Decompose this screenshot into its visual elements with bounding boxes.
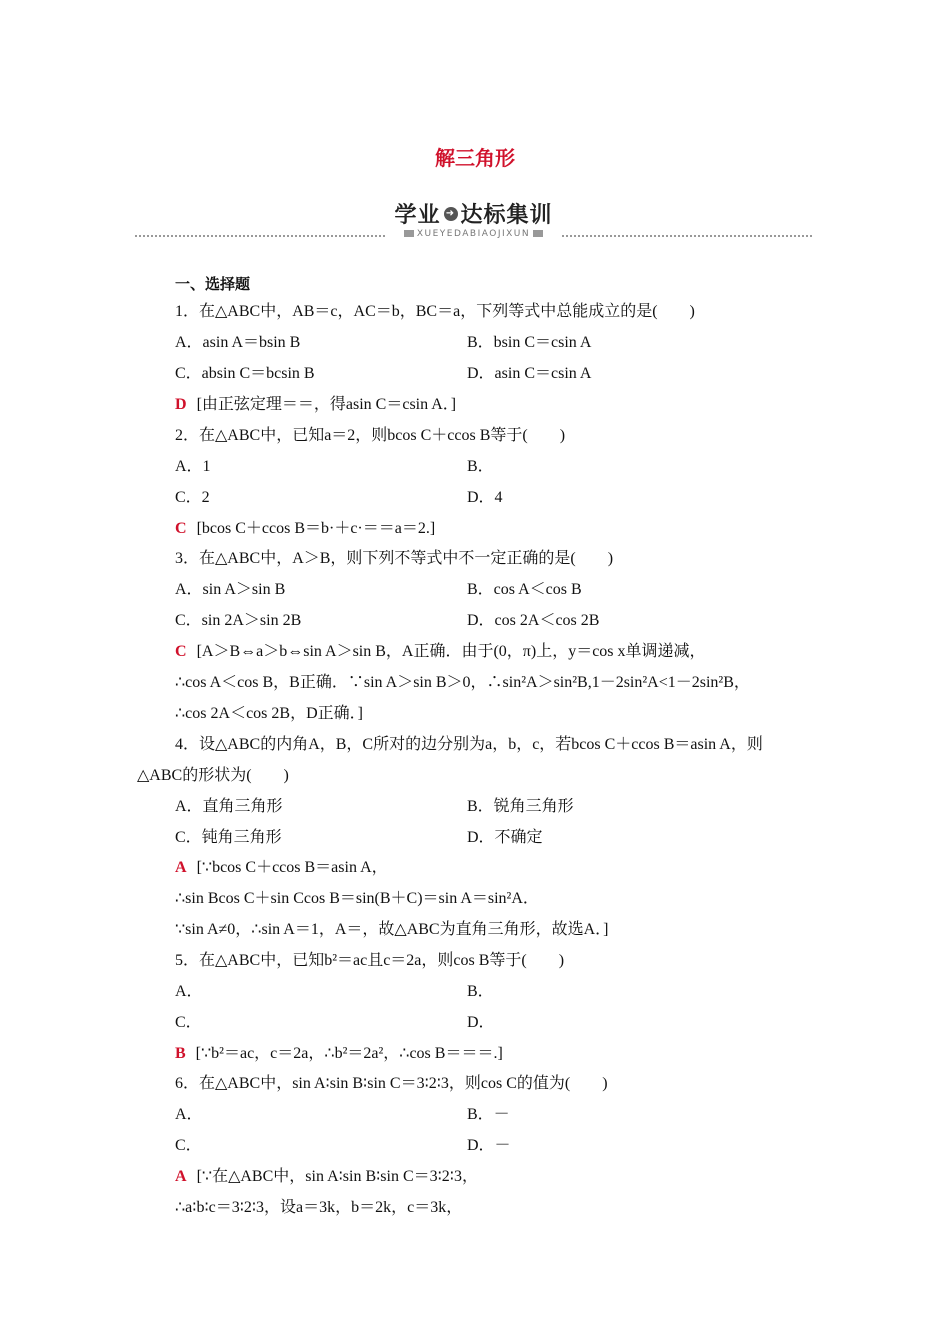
q4-explanation-1: [∵bcos C＋ccos B＝asin A， [196, 859, 388, 876]
q2-option-d: D．4 [467, 489, 503, 506]
banner-subtitle: XUEYEDABIAOJIXUN [135, 229, 812, 239]
q6-option-c: C． [175, 1137, 202, 1154]
question-5-stem: 5．在△ABC中，已知b²＝ac且c＝2a，则cos B等于( ) [175, 952, 565, 969]
q4-option-b: B．锐角三角形 [467, 798, 574, 815]
banner-title-right: 达标集训 [460, 203, 553, 228]
q3-explanation-1: [A＞B⇔a＞b⇔sin A＞sin B，A正确．由于(0，π)上，y＝cos x单调递减， [196, 643, 706, 660]
q1-option-b: B．bsin C＝csin A [467, 334, 592, 351]
question-2-stem: 2．在△ABC中，已知a＝2，则bcos C＋ccos B等于( ) [175, 427, 566, 444]
banner-block-icon [533, 230, 543, 237]
q6-option-a: A． [175, 1106, 203, 1123]
q6-answer-key: A [175, 1168, 187, 1185]
q6-option-b: B．－ [467, 1106, 510, 1123]
q4-option-d: D．不确定 [467, 829, 543, 846]
q5-option-d: D． [467, 1014, 495, 1031]
section-banner [135, 198, 812, 246]
q6-option-d: D．－ [467, 1137, 511, 1154]
q6-explanation-2: ∴a∶b∶c＝3∶2∶3，设a＝3k，b＝2k，c＝3k， [175, 1199, 463, 1216]
q6-answer [175, 1167, 478, 1187]
q1-option-c: C．absin C＝bcsin B [175, 365, 315, 382]
banner-title [135, 198, 812, 229]
q4-answer-key: A [175, 859, 187, 876]
question-6-stem: 6．在△ABC中，sin A∶sin B∶sin C＝3∶2∶3，则cos C的值为( ) [175, 1075, 608, 1092]
page-title: 解三角形 [435, 146, 515, 170]
q3-explanation-2: ∴cos A＜cos B，B正确．∵sin A＞sin B＞0，∴sin²A＞sin²B,1－2sin²A<1－2sin²B， [175, 674, 750, 691]
q5-option-a: A． [175, 983, 203, 1000]
banner-title-left: 学业 [394, 203, 441, 228]
q6-explanation-1: [∵在△ABC中，sin A∶sin B∶sin C＝3∶2∶3， [196, 1168, 478, 1185]
q5-option-b: B． [467, 983, 494, 1000]
arrow-circle-icon: ➜ [444, 207, 458, 221]
question-4-stem-1: 4．设△ABC的内角A，B，C所对的边分别为a，b，c，若bcos C＋ccos B＝asin A，则 [175, 736, 763, 753]
q4-explanation-3: ∵sin A≠0，∴sin A＝1，A＝，故△ABC为直角三角形，故选A．] [175, 921, 609, 938]
q2-option-c: C．2 [175, 489, 210, 506]
q2-option-b: B． [467, 458, 494, 475]
q2-answer-key: C [175, 520, 187, 537]
q3-answer [175, 642, 706, 662]
q4-explanation-2: ∴sin Bcos C＋sin Ccos B＝sin(B＋C)＝sin A＝sin²A． [175, 890, 539, 907]
q3-option-c: C．sin 2A＞sin 2B [175, 612, 302, 629]
q5-option-c: C． [175, 1014, 202, 1031]
q4-answer [175, 858, 388, 878]
banner-block-icon [404, 230, 414, 237]
section-heading: 一、选择题 [175, 275, 251, 293]
q2-answer [175, 519, 435, 539]
q4-option-c: C．钝角三角形 [175, 829, 282, 846]
q3-answer-key: C [175, 643, 187, 660]
q2-option-a: A．1 [175, 458, 211, 475]
q3-explanation-3: ∴cos 2A＜cos 2B，D正确．] [175, 705, 363, 722]
q1-explanation: [由正弦定理＝＝，得asin C＝csin A．] [196, 396, 457, 413]
q1-option-a: A．asin A＝bsin B [175, 334, 301, 351]
question-4-stem-2: △ABC的形状为( ) [137, 767, 289, 784]
q2-explanation: [bcos C＋ccos B＝b·＋c·＝＝a＝2.] [196, 520, 436, 537]
q1-option-d: D．asin C＝csin A [467, 365, 592, 382]
q4-option-a: A．直角三角形 [175, 798, 283, 815]
q5-answer-key: B [175, 1045, 186, 1062]
q3-option-d: D．cos 2A＜cos 2B [467, 612, 600, 629]
q1-answer-key: D [175, 396, 187, 413]
q3-option-b: B．cos A＜cos B [467, 581, 582, 598]
q5-explanation: [∵b²＝ac，c＝2a，∴b²＝2a²，∴cos B＝＝＝.] [195, 1045, 503, 1062]
question-1-stem: 1．在△ABC中，AB＝c，AC＝b，BC＝a，下列等式中总能成立的是( ) [175, 303, 695, 320]
q3-option-a: A．sin A＞sin B [175, 581, 286, 598]
q5-answer [175, 1044, 503, 1064]
q1-answer [175, 395, 456, 415]
question-3-stem: 3．在△ABC中，A＞B，则下列不等式中不一定正确的是( ) [175, 550, 614, 567]
